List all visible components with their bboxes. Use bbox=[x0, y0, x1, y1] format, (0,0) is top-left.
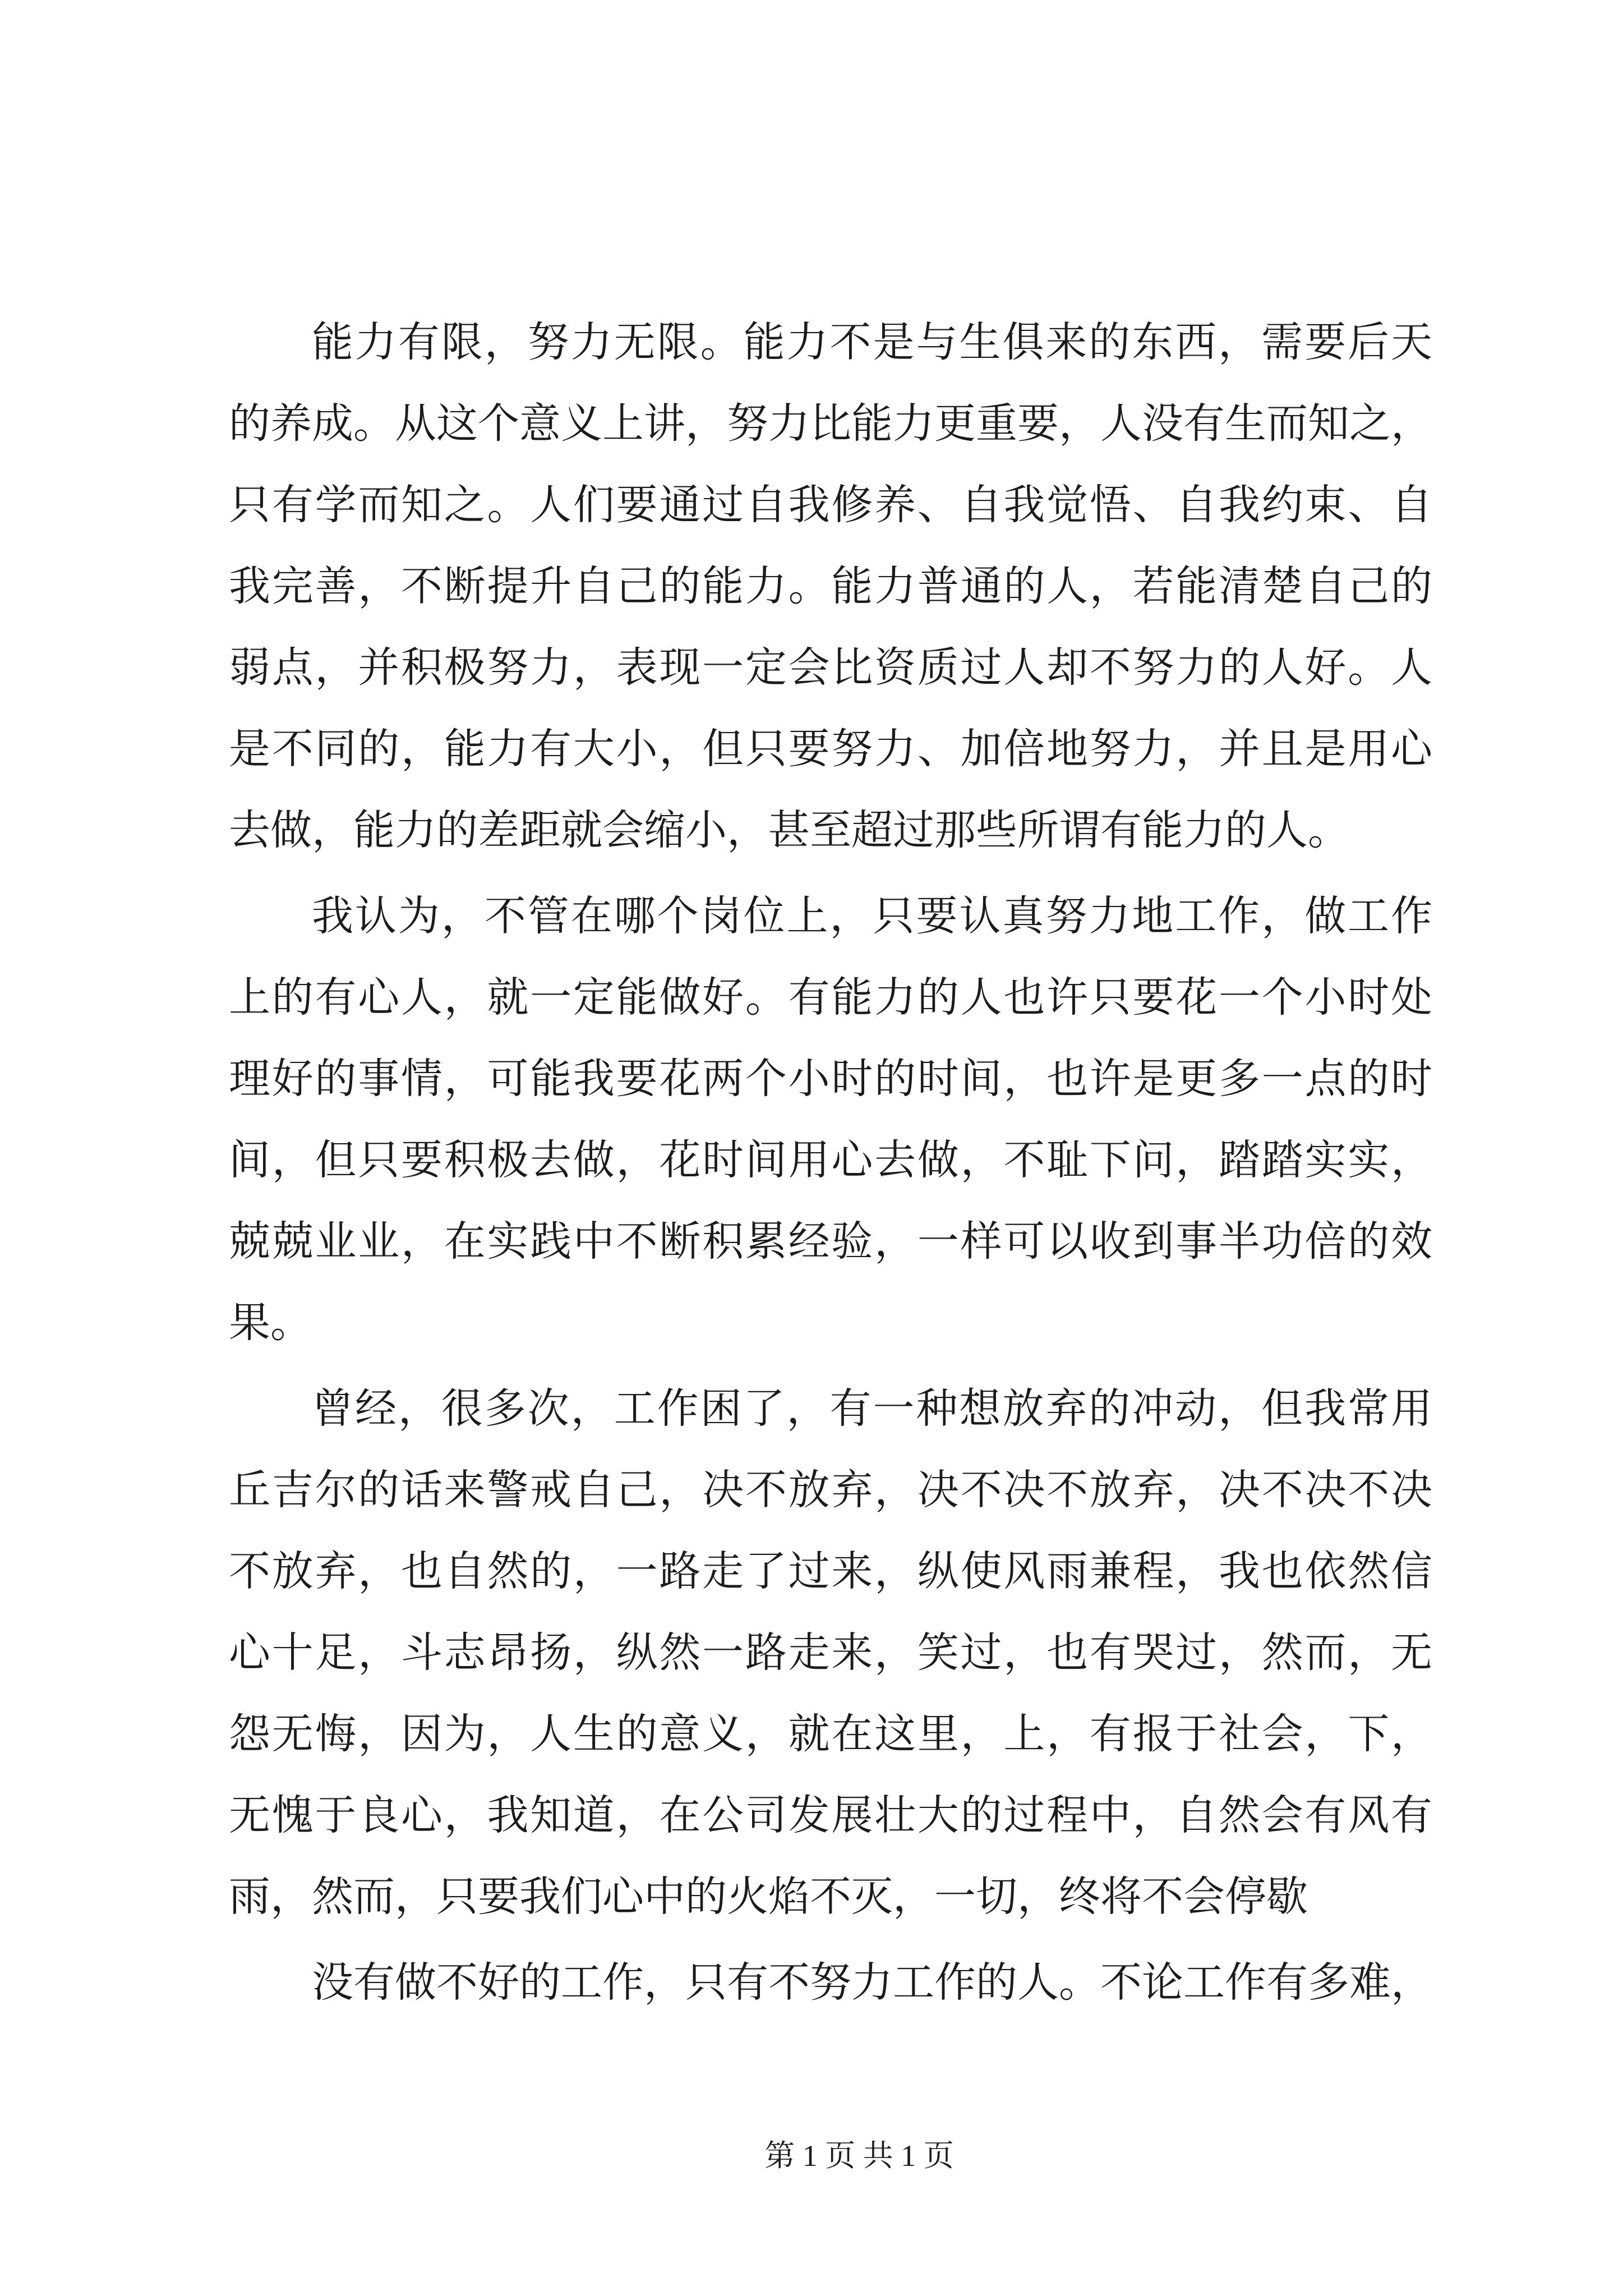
text-line: 只有学而知之。人们要通过自我修养、自我觉悟、自我约束、自 bbox=[229, 481, 1432, 529]
text-line: 我认为，不管在哪个岗位上，只要认真努力地工作，做工作 bbox=[312, 892, 1432, 940]
text-line: 心十足，斗志昂扬，纵然一路走来，笑过，也有哭过，然而，无 bbox=[229, 1628, 1432, 1677]
text-line: 去做，能力的差距就会缩小，甚至超过那些所谓有能力的人。 bbox=[229, 806, 1349, 854]
text-line: 没有做不好的工作，只有不努力工作的人。不论工作有多难， bbox=[312, 1958, 1432, 2007]
text-line: 弱点，并积极努力，表现一定会比资质过人却不努力的人好。人 bbox=[229, 643, 1432, 692]
text-line: 果。 bbox=[229, 1299, 312, 1347]
text-line: 上的有心人，就一定能做好。有能力的人也许只要花一个小时处 bbox=[229, 973, 1432, 1022]
paragraph-2 bbox=[229, 876, 1432, 1364]
text-line: 无愧于良心，我知道，在公司发展壮大的过程中，自然会有风有 bbox=[229, 1791, 1432, 1839]
text-line: 我完善，不断提升自己的能力。能力普通的人，若能清楚自己的 bbox=[229, 562, 1432, 610]
text-line: 不放弃，也自然的，一路走了过来，纵使风雨兼程，我也依然信 bbox=[229, 1547, 1432, 1595]
paragraph-3 bbox=[229, 1368, 1432, 1938]
text-line: 怨无悔，因为，人生的意义，就在这里，上，有报于社会，下， bbox=[229, 1710, 1432, 1758]
page-number-footer: 第 1 页 共 1 页 bbox=[764, 2139, 954, 2173]
document-body bbox=[229, 302, 1432, 2023]
paragraph-1 bbox=[229, 302, 1432, 871]
paragraph-4 bbox=[229, 1942, 1432, 2023]
text-line: 的养成。从这个意义上讲，努力比能力更重要，人没有生而知之， bbox=[229, 399, 1432, 448]
text-line: 雨，然而，只要我们心中的火焰不灭，一切，终将不会停歇 bbox=[229, 1872, 1308, 1921]
text-line: 曾经，很多次，工作困了，有一种想放弃的冲动，但我常用 bbox=[312, 1384, 1432, 1433]
text-line: 丘吉尔的话来警戒自己，决不放弃，决不决不放弃，决不决不决 bbox=[229, 1466, 1432, 1514]
text-line: 兢兢业业，在实践中不断积累经验，一样可以收到事半功倍的效 bbox=[229, 1217, 1432, 1266]
text-line: 能力有限，努力无限。能力不是与生俱来的东西，需要后天 bbox=[312, 318, 1432, 366]
text-line: 理好的事情，可能我要花两个小时的时间，也许是更多一点的时 bbox=[229, 1055, 1432, 1103]
text-line: 是不同的，能力有大小，但只要努力、加倍地努力，并且是用心 bbox=[229, 725, 1432, 773]
text-line: 间，但只要积极去做，花时间用心去做，不耻下问，踏踏实实， bbox=[229, 1136, 1432, 1184]
